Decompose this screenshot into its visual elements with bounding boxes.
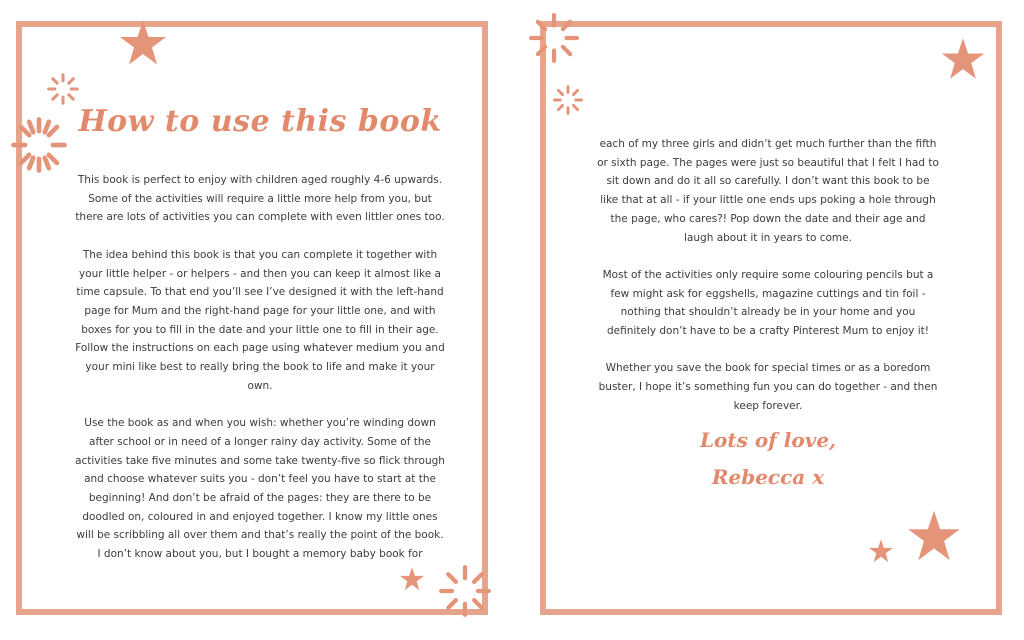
star-icon <box>399 566 425 592</box>
paragraph: Whether you save the book for special times or as a boredom buster, I hope it’s something fun you can do together - and then keep forever. <box>598 362 938 412</box>
paragraph: each of my three girls and didn’t get much further than the fifth or sixth page. The pages were just so beautiful that I felt I had to sit down and do it all so carefully. I don’t want this book to be like that at all - if your little one ends ups poking a hole through the page, who cares?! Pop down the date and their age and laugh about it in years to come. <box>597 138 939 244</box>
right-page <box>518 0 1024 640</box>
star-icon <box>868 538 894 564</box>
sunburst-icon <box>46 72 80 106</box>
page-title: How to use this book <box>78 104 442 139</box>
sunburst-icon <box>528 12 580 64</box>
signature: Rebecca x <box>711 465 825 489</box>
signoff-line: Lots of love, <box>699 428 836 452</box>
paragraph: This book is perfect to enjoy with children aged roughly 4-6 upwards. Some of the activities will require a little more help from you, but there are lots of activities you can complete with even littler ones too. <box>75 174 445 224</box>
star-icon <box>906 508 962 564</box>
right-body-text <box>596 135 940 434</box>
left-page <box>0 0 506 640</box>
left-body-text <box>74 171 446 582</box>
sunburst-icon <box>552 84 584 116</box>
paragraph: The idea behind this book is that you can complete it together with your little helper - or helpers - and then you can keep it almost like a time capsule. To that end you’ll see I’ve designed it with the left-hand page for Mum and the right-hand page for your little one, and with boxes for you to fill in the date and your little one to fill in their age. Follow the instructions on each page using whatever medium you and your mini like best to really bring the book to life and make it your own. <box>75 248 445 392</box>
sunburst-icon <box>438 564 492 618</box>
star-icon <box>940 36 986 82</box>
paragraph: Use the book as and when you wish: whether you’re winding down after school or in need of a longer rainy day activity. Some of the activities take five minutes and some take twenty-five so flick through and choose whatever suits you - don’t feel you have to start at the beginning! And don’t be afraid of the pages: they are there to be doodled on, coloured in and enjoyed together. I know my little ones will be scribbling all over them and that’s really the point of the book. I don’t know about you, but I bought a memory baby book for <box>75 417 445 561</box>
star-icon <box>118 18 168 68</box>
paragraph: Most of the activities only require some colouring pencils but a few might ask for eggshells, magazine cuttings and tin foil - nothing that shouldn’t already be in your home and you definitely don’t have to be a crafty Pinterest Mum to enjoy it! <box>602 268 934 338</box>
